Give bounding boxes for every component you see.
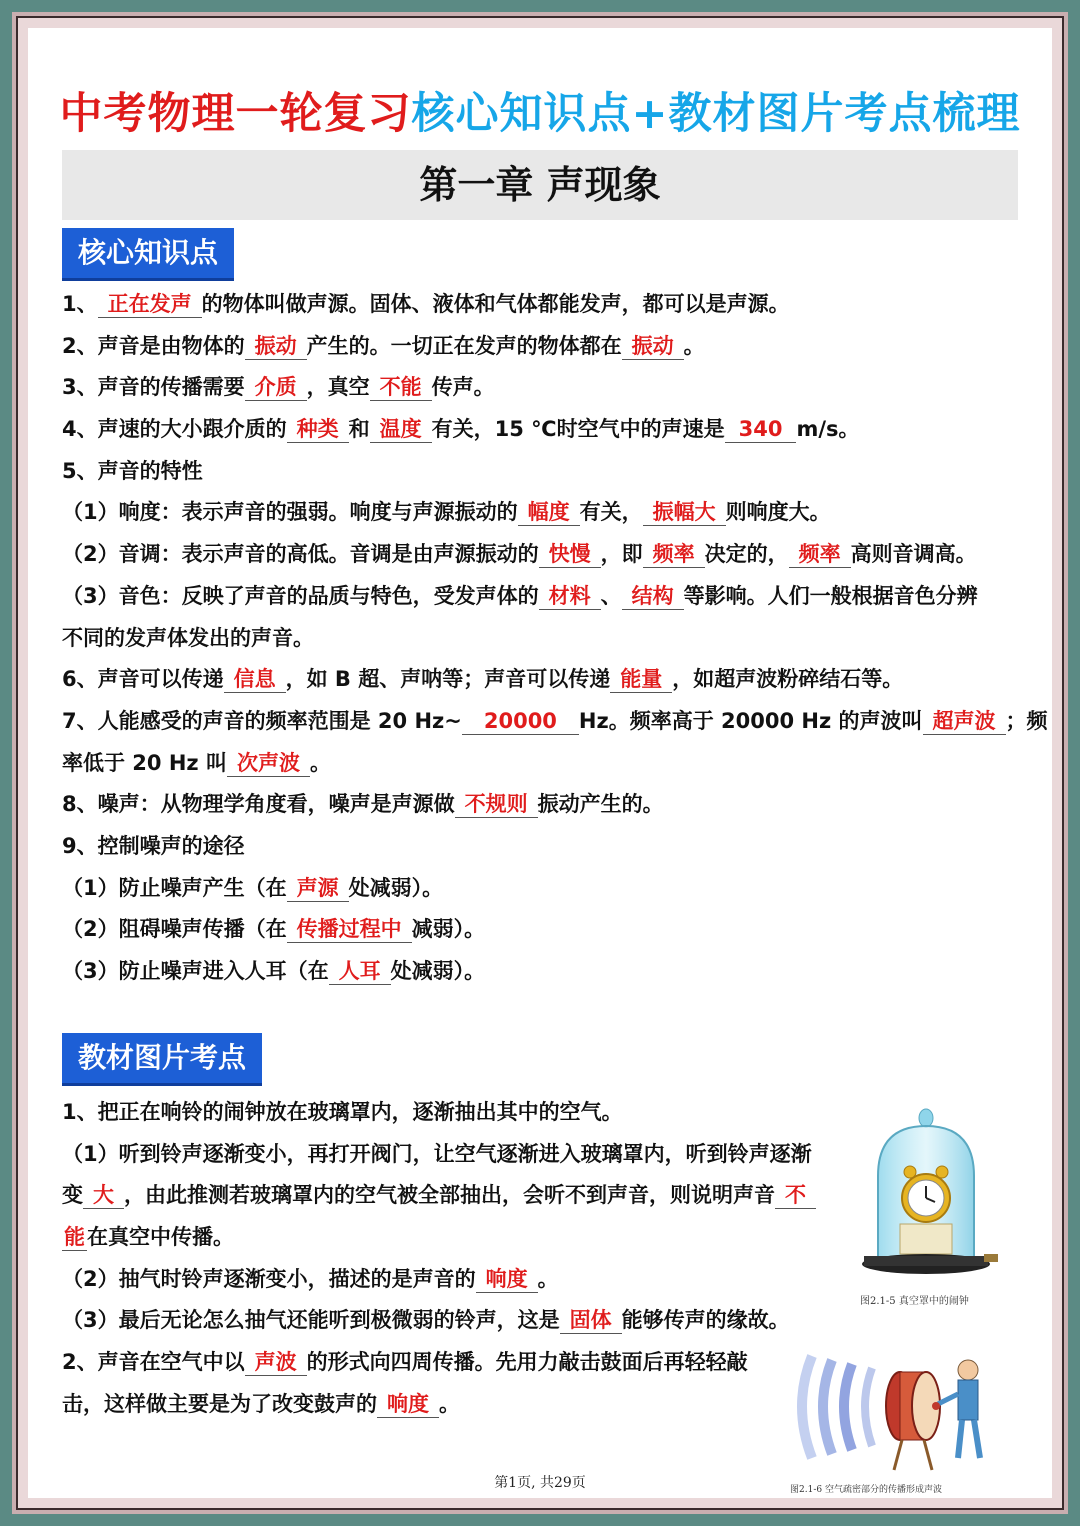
text: 处减弱）。 [348, 875, 444, 900]
text: 1、 [62, 292, 98, 316]
text: Hz。频率高于 20000 Hz 的声波叫 [578, 708, 923, 733]
answer-blank: 振幅大 [643, 499, 726, 526]
figure-caption: 图2.1-6 空气疏密部分的传播形成声波 [790, 1485, 942, 1495]
answer-blank: 振动 [245, 333, 307, 360]
core-knowledge-list [62, 284, 1048, 993]
picture-line [62, 1342, 852, 1384]
text: 振动产生的。 [537, 792, 664, 817]
answer-blank: 声源 [287, 875, 349, 902]
answer-blank: 20000 [462, 708, 579, 735]
text: ，真空 [306, 375, 370, 400]
answer-blank: 声波 [245, 1349, 307, 1376]
text: 。 [439, 1391, 460, 1416]
text: 。 [537, 1266, 559, 1291]
text: 传声。 [431, 375, 495, 400]
core-line [62, 618, 1022, 660]
answer-blank: 能量 [610, 666, 672, 693]
answer-blank: 次声波 [227, 750, 310, 777]
text: 的形式向四周传播。先用力敲击鼓面后再轻轻敲 [306, 1350, 748, 1375]
drum-sound-waves-illustration [790, 1346, 1010, 1476]
core-line [62, 784, 1022, 826]
core-line [62, 492, 1022, 534]
core-line [62, 909, 1022, 951]
picture-line [62, 1259, 852, 1301]
text: 6、声音可以传递 [62, 667, 224, 692]
text: ，由此推测若玻璃罩内的空气被全部抽出，会听不到声音，则说明声音 [124, 1183, 775, 1208]
answer-blank: 材料 [539, 583, 601, 610]
core-line [62, 826, 1022, 868]
answer-blank: 不 [775, 1182, 816, 1209]
text: 、 [600, 583, 622, 608]
picture-points-list [62, 1092, 852, 1426]
picture-line [62, 1217, 852, 1259]
text: ；频 [1005, 708, 1048, 733]
core-line [62, 534, 1022, 576]
text: 高则音调高。 [850, 542, 977, 567]
answer-blank: 幅度 [518, 499, 580, 526]
core-line [62, 576, 1022, 618]
document-page [28, 28, 1052, 1498]
answer-blank: 传播过程中 [287, 916, 412, 943]
answer-blank: 不能 [370, 374, 432, 401]
answer-blank: 频率 [643, 541, 705, 568]
core-line [62, 951, 1022, 993]
answer-blank: 340 [725, 416, 797, 443]
text: m/s。 [796, 417, 860, 442]
core-line [62, 659, 1022, 701]
text: （3）最后无论怎么抽气还能听到极微弱的铃声，这是 [62, 1308, 560, 1333]
text: 和 [348, 417, 370, 442]
answer-blank: 结构 [622, 583, 684, 610]
answer-blank: 人耳 [329, 958, 391, 985]
text: 变 [62, 1183, 83, 1208]
picture-line [62, 1134, 852, 1176]
picture-line [62, 1300, 852, 1342]
text: 则响度大。 [725, 500, 831, 525]
text: 减弱）。 [411, 917, 486, 942]
text: （2）抽气时铃声逐渐变小，描述的是声音的 [62, 1266, 476, 1291]
figure-caption: 图2.1-5 真空罩中的闹钟 [860, 1296, 969, 1307]
answer-blank: 振动 [622, 333, 684, 360]
text: 击，这样做主要是为了改变鼓声的 [62, 1391, 377, 1416]
text: （2）音调：表示声音的高低。音调是由声源振动的 [62, 542, 539, 567]
text: ，即 [600, 542, 643, 567]
text: （3）音色：反映了声音的品质与特色，受发声体的 [62, 583, 539, 608]
answer-blank: 介质 [245, 374, 307, 401]
core-line [62, 367, 1022, 409]
core-line [62, 326, 1022, 368]
text: 等影响。人们一般根据音色分辨 [683, 583, 978, 608]
text: 能够传声的缘故。 [621, 1308, 790, 1333]
answer-blank: 响度 [476, 1266, 538, 1293]
core-line [62, 701, 1048, 743]
text: 。 [683, 333, 705, 358]
text: 3、声音的传播需要 [62, 375, 245, 400]
text: 。 [309, 750, 331, 775]
answer-blank: 响度 [377, 1391, 439, 1418]
text: 有关， [579, 500, 643, 525]
text: 9、控制噪声的途径 [62, 833, 245, 858]
answer-blank: 超声波 [923, 708, 1006, 735]
chapter-heading: 第一章 声现象 [62, 150, 1018, 220]
picture-line [62, 1092, 852, 1134]
answer-blank: 快慢 [539, 541, 601, 568]
answer-blank: 大 [83, 1182, 124, 1209]
text: 2、声音在空气中以 [62, 1350, 245, 1375]
text: 处减弱）。 [390, 959, 486, 983]
text: 2、声音是由物体的 [62, 333, 245, 358]
text: （1）响度：表示声音的强弱。响度与声源振动的 [62, 500, 518, 525]
figure-bell-jar [860, 1106, 1008, 1316]
core-line [62, 451, 1022, 493]
text: 有关，15 ℃时空气中的声速是 [431, 417, 725, 442]
page-number: 第1页, 共29页 [494, 1475, 586, 1491]
text: 在真空中传播。 [87, 1225, 234, 1250]
page-title [28, 80, 1052, 141]
picture-line [62, 1384, 852, 1426]
answer-blank: 频率 [789, 541, 851, 568]
text: 不同的发声体发出的声音。 [62, 625, 314, 650]
core-line [62, 284, 1022, 326]
text: ，如 B 超、声呐等；声音可以传递 [285, 667, 611, 692]
picture-line [62, 1175, 852, 1217]
core-line [62, 868, 1022, 910]
answer-blank: 不规则 [455, 791, 538, 818]
section-tag-core: 核心知识点 [62, 228, 234, 281]
title-red-part: 中考物理一轮复习 [59, 89, 412, 139]
core-line [62, 743, 1022, 785]
answer-blank: 能 [64, 1225, 85, 1250]
text: 5、声音的特性 [62, 458, 203, 483]
text: （3）防止噪声进入人耳（在 [62, 959, 329, 983]
text: 决定的， [704, 542, 789, 567]
core-line [62, 409, 1022, 451]
text: （2）阻碍噪声传播（在 [62, 917, 287, 942]
answer-blank: 种类 [287, 416, 349, 443]
answer-blank: 正在发声 [98, 291, 202, 318]
title-blue-part: 核心知识点+教材图片考点梳理 [411, 89, 1021, 139]
text: 产生的。一切正在发声的物体都在 [306, 333, 622, 358]
text: 7、人能感受的声音的频率范围是 20 Hz~ [62, 708, 462, 733]
text: 率低于 20 Hz 叫 [62, 750, 227, 775]
text: 4、声速的大小跟介质的 [62, 417, 287, 442]
answer-blank: 固体 [560, 1307, 622, 1334]
text: 的物体叫做声源。固体、液体和气体都能发声，都可以是声源。 [201, 292, 790, 316]
text: ，如超声波粉碎结石等。 [672, 667, 904, 692]
text: 1、把正在响铃的闹钟放在玻璃罩内，逐渐抽出其中的空气。 [62, 1100, 623, 1124]
answer-blank: 温度 [370, 416, 432, 443]
section-tag-pictures: 教材图片考点 [62, 1033, 262, 1086]
text: （1）听到铃声逐渐变小，再打开阀门，让空气逐渐进入玻璃罩内，听到铃声逐渐 [62, 1141, 812, 1166]
answer-blank: 信息 [224, 666, 286, 693]
text: （1）防止噪声产生（在 [62, 875, 287, 900]
text: 8、噪声：从物理学角度看，噪声是声源做 [62, 792, 455, 817]
bell-jar-alarm-clock-illustration [860, 1106, 1008, 1286]
